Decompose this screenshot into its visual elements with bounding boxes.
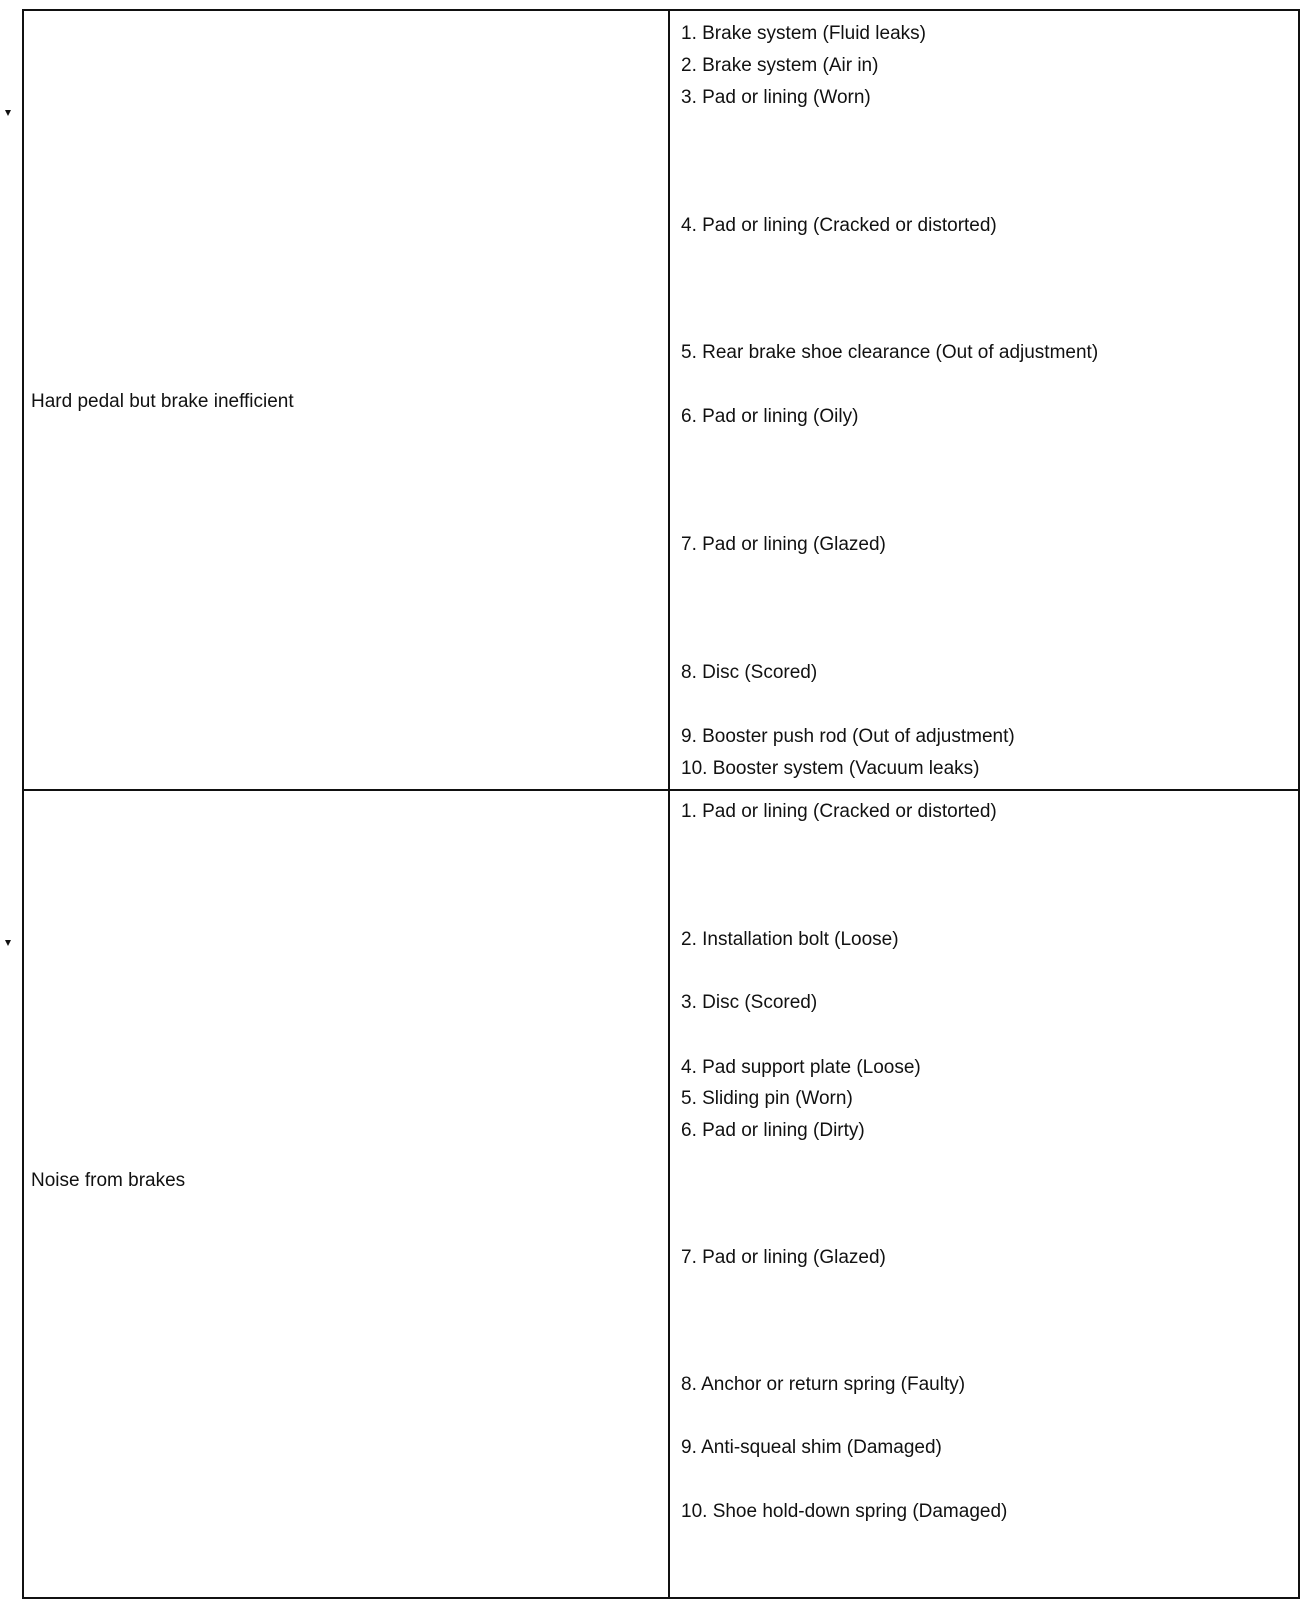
cause-item: 2. Brake system (Air in): [681, 55, 879, 76]
cause-item: 8. Anchor or return spring (Faulty): [681, 1374, 966, 1395]
cause-item: 2. Installation bolt (Loose): [681, 929, 899, 950]
cause-item: 4. Pad or lining (Cracked or distorted): [681, 215, 997, 236]
cause-item: 9. Booster push rod (Out of adjustment): [681, 726, 1015, 747]
symptom-noise: Noise from brakes: [31, 1170, 186, 1191]
cause-item: 10. Shoe hold-down spring (Damaged): [681, 1501, 1008, 1522]
troubleshooting-table: [22, 9, 1300, 1599]
cause-item: 1. Pad or lining (Cracked or distorted): [681, 801, 997, 822]
cause-item: 7. Pad or lining (Glazed): [681, 1247, 886, 1268]
margin-mark: [5, 940, 11, 946]
cause-item: 5. Sliding pin (Worn): [681, 1088, 853, 1109]
cause-item: 3. Pad or lining (Worn): [681, 87, 871, 108]
cause-item: 1. Brake system (Fluid leaks): [681, 23, 926, 44]
cause-item: 4. Pad support plate (Loose): [681, 1057, 921, 1078]
cause-item: 6. Pad or lining (Oily): [681, 406, 859, 427]
margin-mark: [5, 110, 11, 116]
cause-item: 7. Pad or lining (Glazed): [681, 534, 886, 555]
symptom-hard-pedal: Hard pedal but brake inefficient: [31, 391, 294, 412]
column-divider: [668, 9, 670, 1599]
cause-item: 9. Anti-squeal shim (Damaged): [681, 1437, 942, 1458]
cause-item: 8. Disc (Scored): [681, 662, 818, 683]
cause-item: 6. Pad or lining (Dirty): [681, 1120, 865, 1141]
cause-item: 10. Booster system (Vacuum leaks): [681, 758, 980, 779]
cause-item: 3. Disc (Scored): [681, 992, 818, 1013]
row-divider: [22, 789, 1300, 791]
cause-item: 5. Rear brake shoe clearance (Out of adjustment): [681, 342, 1099, 363]
